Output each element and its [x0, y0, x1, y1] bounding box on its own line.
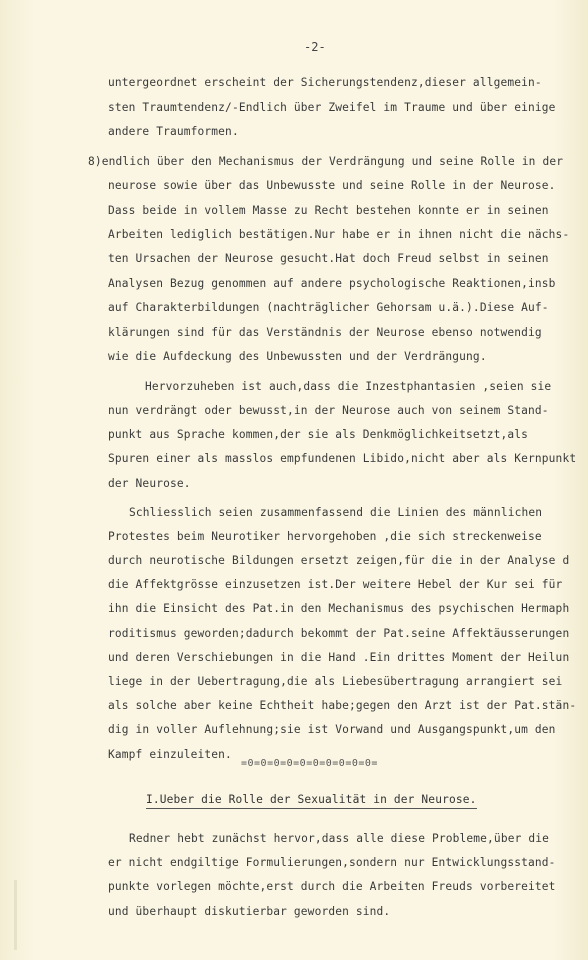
text-line: punkte vorlegen möchte,erst durch die Arbeiten Freuds vorbereitet [108, 880, 556, 893]
text-line: die Affektgrösse einzusetzen ist.Der weitere Hebel der Kur sei für [108, 578, 563, 591]
text-line: Redner hebt zunächst hervor,dass alle diese Probleme,über die [129, 832, 550, 845]
text-line: als solche aber keine Echtheit habe;gegen den Arzt ist der Pat.stän- [108, 699, 577, 712]
text-line: dig in voller Auflehnung;sie ist Vorwand und Ausgangspunkt,um den [108, 723, 556, 736]
paper-fold-mark [14, 880, 17, 950]
text-line: roditismus geworden;dadurch bekommt der Pat.seine Affektäusserungen [108, 627, 570, 640]
section-heading: I.Ueber die Rolle der Sexualität in der Neurose. [146, 793, 477, 809]
text-line: und deren Verschiebungen in die Hand .Ein drittes Moment der Heilun [108, 651, 570, 664]
section-separator: =0=0=0=0=0=0=0=0=0=0= [241, 758, 378, 769]
text-line: Protestes beim Neurotiker hervorgehoben ,die sich streckenweise [108, 530, 542, 543]
text-line: punkt aus Sprache kommen,der sie als Denkmöglichkeitsetzt,als [108, 428, 529, 441]
text-line: wie die Aufdeckung des Unbewussten und der Verdrängung. [108, 350, 487, 363]
text-line: 8)endlich über den Mechanismus der Verdrängung und seine Rolle in der [88, 155, 564, 168]
text-line: andere Traumformen. [108, 125, 239, 138]
text-line: nun verdrängt oder bewusst,in der Neurose auch von seinem Stand- [108, 404, 549, 417]
text-line: der Neurose. [108, 477, 191, 490]
text-line: klärungen sind für das Verständnis der Neurose ebenso notwendig [108, 326, 542, 339]
text-line: neurose sowie über das Unbewusste und seine Rolle in der Neurose. [108, 179, 556, 192]
text-line: Hervorzuheben ist auch,dass die Inzestphantasien ,seien sie [145, 380, 552, 393]
text-line: untergeordnet erscheint der Sicherungstendenz,dieser allgemein- [108, 76, 542, 89]
text-line: liege in der Uebertragung,die als Liebesübertragung arrangiert sei [108, 675, 563, 688]
text-line: Spuren einer als masslos empfundenen Libido,nicht aber als Kernpunkt [108, 452, 577, 465]
text-line: Kampf einzuleiten. [108, 748, 232, 761]
text-line: sten Traumtendenz/-Endlich über Zweifel im Traume und über einige [108, 101, 556, 114]
text-line: auf Charakterbildungen (nachträglicher Gehorsam u.ä.).Diese Auf- [108, 301, 549, 314]
text-line: und überhaupt diskutierbar geworden sind. [108, 905, 391, 918]
text-line: Arbeiten lediglich bestätigen.Nur habe er in ihnen nicht die nächs- [108, 228, 570, 241]
page-number: -2- [304, 40, 326, 54]
text-line: durch neurotische Bildungen ersetzt zeigen,für die in der Analyse d [108, 554, 570, 567]
text-line: ten Ursachen der Neurose gesucht.Hat doch Freud selbst in seinen [108, 252, 549, 265]
text-line: Analysen Bezug genommen auf andere psychologische Reaktionen,insb [108, 277, 556, 290]
text-line: ihn die Einsicht des Pat.in den Mechanismus des psychischen Hermaph [108, 602, 570, 615]
text-line: Schliesslich seien zusammenfassend die Linien des männlichen [129, 506, 543, 519]
text-line: er nicht endgiltige Formulierungen,sondern nur Entwicklungsstand- [108, 856, 556, 869]
text-line: Dass beide in vollem Masse zu Recht bestehen konnte er in seinen [108, 204, 549, 217]
